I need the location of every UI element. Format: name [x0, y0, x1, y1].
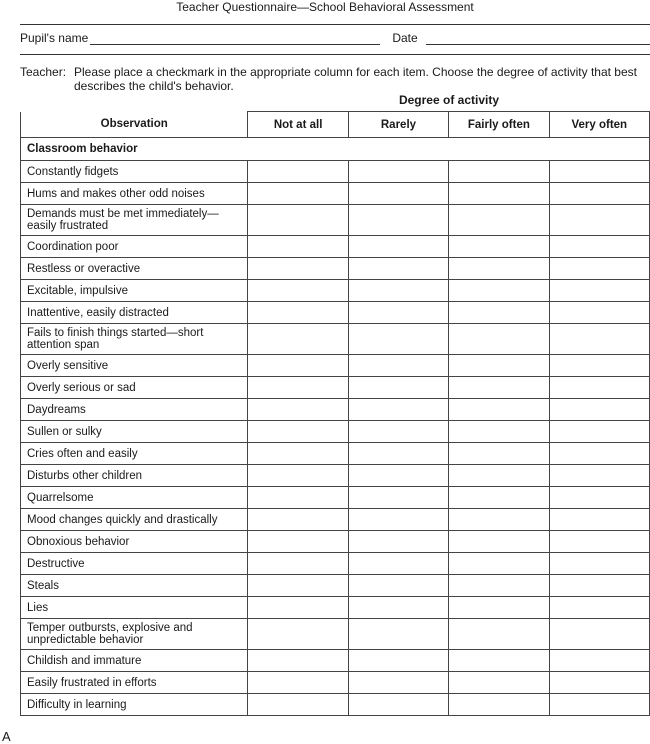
checkbox-cell-fairly-often[interactable]	[449, 399, 549, 421]
checkbox-cell-rarely[interactable]	[348, 161, 448, 183]
observation-label: Overly serious or sad	[21, 377, 248, 399]
table-row	[21, 161, 650, 183]
table-row	[21, 619, 650, 650]
observation-label: Sullen or sulky	[21, 421, 248, 443]
checkbox-cell-very-often[interactable]	[549, 161, 649, 183]
observation-label: Quarrelsome	[21, 487, 248, 509]
observation-label: Disturbs other children	[21, 465, 248, 487]
observation-label: Difficulty in learning	[21, 694, 248, 716]
checkbox-cell-fairly-often[interactable]	[449, 509, 549, 531]
checkbox-cell-not-at-all[interactable]	[248, 421, 348, 443]
checkbox-cell-fairly-often[interactable]	[449, 183, 549, 205]
checkbox-cell-very-often[interactable]	[549, 302, 649, 324]
table-row	[21, 443, 650, 465]
checkbox-cell-rarely[interactable]	[348, 236, 448, 258]
checkbox-cell-very-often[interactable]	[549, 258, 649, 280]
checkbox-cell-very-often[interactable]	[549, 183, 649, 205]
pupil-name-label: Pupil's name	[20, 31, 89, 45]
checkbox-cell-not-at-all[interactable]	[248, 575, 348, 597]
checkbox-cell-not-at-all[interactable]	[248, 597, 348, 619]
checkbox-cell-very-often[interactable]	[549, 399, 649, 421]
figure-label: A	[2, 729, 11, 744]
table-header-row	[21, 112, 650, 138]
observation-label: Childish and immature	[21, 650, 248, 672]
observation-label: Temper outbursts, explosive and unpredictable behavior	[21, 619, 248, 650]
checkbox-cell-very-often[interactable]	[549, 355, 649, 377]
date-field[interactable]	[426, 32, 650, 45]
table-row	[21, 487, 650, 509]
checkbox-cell-rarely[interactable]	[348, 421, 448, 443]
checkbox-cell-fairly-often[interactable]	[449, 205, 549, 236]
observation-label: Inattentive, easily distracted	[21, 302, 248, 324]
checkbox-cell-not-at-all[interactable]	[248, 553, 348, 575]
table-row	[21, 553, 650, 575]
instructions	[20, 65, 650, 93]
checkbox-cell-rarely[interactable]	[348, 465, 448, 487]
table-row	[21, 236, 650, 258]
table-row	[21, 324, 650, 355]
checkbox-cell-rarely[interactable]	[348, 443, 448, 465]
checkbox-cell-rarely[interactable]	[348, 487, 448, 509]
checkbox-cell-fairly-often[interactable]	[449, 302, 549, 324]
column-header-not-at-all: Not at all	[248, 112, 348, 138]
checkbox-cell-not-at-all[interactable]	[248, 531, 348, 553]
checkbox-cell-rarely[interactable]	[348, 509, 448, 531]
checkbox-cell-not-at-all[interactable]	[248, 465, 348, 487]
checkbox-cell-not-at-all[interactable]	[248, 355, 348, 377]
checkbox-cell-rarely[interactable]	[348, 280, 448, 302]
checkbox-cell-fairly-often[interactable]	[449, 465, 549, 487]
checkbox-cell-fairly-often[interactable]	[449, 487, 549, 509]
divider	[20, 24, 650, 25]
checkbox-cell-very-often[interactable]	[549, 465, 649, 487]
divider	[20, 54, 650, 55]
column-header-observation: Observation	[21, 112, 248, 138]
table-row	[21, 355, 650, 377]
checkbox-cell-fairly-often[interactable]	[449, 619, 549, 650]
checkbox-cell-rarely[interactable]	[348, 531, 448, 553]
checkbox-cell-rarely[interactable]	[348, 619, 448, 650]
checkbox-cell-very-often[interactable]	[549, 509, 649, 531]
checkbox-cell-fairly-often[interactable]	[449, 280, 549, 302]
checkbox-cell-not-at-all[interactable]	[248, 161, 348, 183]
observation-label: Demands must be met immediately—easily frustrated	[21, 205, 248, 236]
table-row	[21, 205, 650, 236]
checkbox-cell-not-at-all[interactable]	[248, 694, 348, 716]
checkbox-cell-rarely[interactable]	[348, 694, 448, 716]
checkbox-cell-not-at-all[interactable]	[248, 399, 348, 421]
instructions-label: Teacher:	[20, 65, 67, 79]
checkbox-cell-rarely[interactable]	[348, 399, 448, 421]
observation-label: Mood changes quickly and drastically	[21, 509, 248, 531]
checkbox-cell-rarely[interactable]	[348, 377, 448, 399]
checkbox-cell-fairly-often[interactable]	[449, 650, 549, 672]
checkbox-cell-rarely[interactable]	[348, 672, 448, 694]
observation-label: Daydreams	[21, 399, 248, 421]
checkbox-cell-very-often[interactable]	[549, 280, 649, 302]
checkbox-cell-very-often[interactable]	[549, 575, 649, 597]
checkbox-cell-not-at-all[interactable]	[248, 619, 348, 650]
table-row	[21, 258, 650, 280]
checkbox-cell-not-at-all[interactable]	[248, 236, 348, 258]
checkbox-cell-rarely[interactable]	[348, 355, 448, 377]
table-row	[21, 575, 650, 597]
observation-label: Cries often and easily	[21, 443, 248, 465]
table-row	[21, 399, 650, 421]
checkbox-cell-very-often[interactable]	[549, 531, 649, 553]
checkbox-cell-very-often[interactable]	[549, 672, 649, 694]
checkbox-cell-rarely[interactable]	[348, 302, 448, 324]
section-classroom-behavior: Classroom behavior	[21, 138, 650, 161]
degree-of-activity-header: Degree of activity	[398, 93, 500, 107]
observation-label: Steals	[21, 575, 248, 597]
checkbox-cell-rarely[interactable]	[348, 183, 448, 205]
column-header-rarely: Rarely	[348, 112, 448, 138]
checkbox-cell-very-often[interactable]	[549, 694, 649, 716]
checkbox-cell-very-often[interactable]	[549, 377, 649, 399]
observation-label: Lies	[21, 597, 248, 619]
checkbox-cell-fairly-often[interactable]	[449, 553, 549, 575]
column-header-very-often: Very often	[549, 112, 649, 138]
observation-label: Hums and makes other odd noises	[21, 183, 248, 205]
instructions-line-2: describes the child's behavior.	[74, 79, 234, 93]
column-header-fairly-often: Fairly often	[449, 112, 549, 138]
checkbox-cell-not-at-all[interactable]	[248, 377, 348, 399]
checkbox-cell-fairly-often[interactable]	[449, 575, 549, 597]
instructions-line-1: Please place a checkmark in the appropriate column for each item. Choose the degree of activity that best	[74, 65, 637, 79]
checkbox-cell-very-often[interactable]	[549, 443, 649, 465]
table-row	[21, 377, 650, 399]
checkbox-cell-fairly-often[interactable]	[449, 236, 549, 258]
checkbox-cell-not-at-all[interactable]	[248, 672, 348, 694]
checkbox-cell-fairly-often[interactable]	[449, 161, 549, 183]
pupil-name-field[interactable]	[90, 32, 380, 45]
page-title: Teacher Questionnaire—School Behavioral Assessment	[176, 0, 474, 14]
observation-label: Fails to finish things started—short attention span	[21, 324, 248, 355]
checkbox-cell-fairly-often[interactable]	[449, 324, 549, 355]
checkbox-cell-very-often[interactable]	[549, 205, 649, 236]
header-fields	[20, 31, 650, 45]
table-row	[21, 597, 650, 619]
table-row	[21, 650, 650, 672]
checkbox-cell-rarely[interactable]	[348, 650, 448, 672]
section-row	[21, 138, 650, 161]
observation-label: Restless or overactive	[21, 258, 248, 280]
checkbox-cell-not-at-all[interactable]	[248, 258, 348, 280]
checkbox-cell-rarely[interactable]	[348, 553, 448, 575]
checkbox-cell-rarely[interactable]	[348, 205, 448, 236]
table-row	[21, 694, 650, 716]
checkbox-cell-not-at-all[interactable]	[248, 443, 348, 465]
checkbox-cell-fairly-often[interactable]	[449, 355, 549, 377]
checkbox-cell-very-often[interactable]	[549, 324, 649, 355]
checkbox-cell-very-often[interactable]	[549, 650, 649, 672]
observation-label: Excitable, impulsive	[21, 280, 248, 302]
observation-label: Easily frustrated in efforts	[21, 672, 248, 694]
checkbox-cell-fairly-often[interactable]	[449, 672, 549, 694]
checkbox-cell-fairly-often[interactable]	[449, 421, 549, 443]
observation-label: Constantly fidgets	[21, 161, 248, 183]
table-row	[21, 421, 650, 443]
checkbox-cell-very-often[interactable]	[549, 421, 649, 443]
checkbox-cell-very-often[interactable]	[549, 597, 649, 619]
date-label: Date	[392, 31, 418, 45]
table-row	[21, 531, 650, 553]
table-row	[21, 672, 650, 694]
checkbox-cell-very-often[interactable]	[549, 619, 649, 650]
table-row	[21, 509, 650, 531]
checkbox-cell-not-at-all[interactable]	[248, 487, 348, 509]
checkbox-cell-not-at-all[interactable]	[248, 280, 348, 302]
checkbox-cell-very-often[interactable]	[549, 236, 649, 258]
observation-label: Coordination poor	[21, 236, 248, 258]
table-row	[21, 183, 650, 205]
checkbox-cell-not-at-all[interactable]	[248, 302, 348, 324]
checkbox-cell-rarely[interactable]	[348, 575, 448, 597]
checkbox-cell-not-at-all[interactable]	[248, 650, 348, 672]
observation-label: Obnoxious behavior	[21, 531, 248, 553]
checkbox-cell-not-at-all[interactable]	[248, 324, 348, 355]
checkbox-cell-fairly-often[interactable]	[449, 258, 549, 280]
observation-label: Overly sensitive	[21, 355, 248, 377]
checkbox-cell-fairly-often[interactable]	[449, 443, 549, 465]
checkbox-cell-very-often[interactable]	[549, 487, 649, 509]
checkbox-cell-rarely[interactable]	[348, 258, 448, 280]
table-row	[21, 302, 650, 324]
checkbox-cell-not-at-all[interactable]	[248, 509, 348, 531]
checkbox-cell-rarely[interactable]	[348, 597, 448, 619]
checkbox-cell-fairly-often[interactable]	[449, 694, 549, 716]
checkbox-cell-very-often[interactable]	[549, 553, 649, 575]
checkbox-cell-not-at-all[interactable]	[248, 183, 348, 205]
checkbox-cell-not-at-all[interactable]	[248, 205, 348, 236]
checkbox-cell-rarely[interactable]	[348, 324, 448, 355]
observation-label: Destructive	[21, 553, 248, 575]
checkbox-cell-fairly-often[interactable]	[449, 597, 549, 619]
behavior-table	[20, 111, 650, 716]
table-row	[21, 465, 650, 487]
checkbox-cell-fairly-often[interactable]	[449, 531, 549, 553]
table-row	[21, 280, 650, 302]
checkbox-cell-fairly-often[interactable]	[449, 377, 549, 399]
